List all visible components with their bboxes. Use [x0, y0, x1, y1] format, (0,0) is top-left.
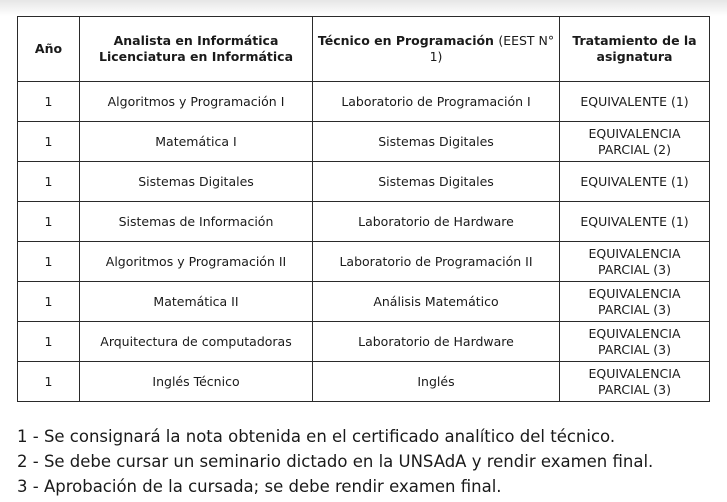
- cell-university-subject: Algoritmos y Programación I: [80, 82, 313, 122]
- cell-year: 1: [18, 162, 80, 202]
- table-row: [18, 162, 710, 202]
- cell-year: 1: [18, 202, 80, 242]
- cell-technical-subject: Laboratorio de Programación II: [313, 242, 560, 282]
- cell-treatment: [560, 82, 710, 122]
- table-body: [18, 82, 710, 402]
- treatment-line1: EQUIVALENCIA: [588, 325, 681, 341]
- cell-technical-subject: Laboratorio de Hardware: [313, 202, 560, 242]
- header-university-line2: Licenciatura en Informática: [98, 49, 294, 64]
- cell-university-subject: Sistemas Digitales: [80, 162, 313, 202]
- treatment-line2: PARCIAL (2): [598, 141, 671, 157]
- cell-treatment: [560, 122, 710, 162]
- treatment-line1: EQUIVALENTE (1): [580, 213, 689, 229]
- cell-year: 1: [18, 82, 80, 122]
- footnotes: [17, 424, 717, 499]
- cell-university-subject: Matemática I: [80, 122, 313, 162]
- treatment-line1: EQUIVALENCIA: [588, 245, 681, 261]
- footnote-2: 2 - Se debe cursar un seminario dictado en la UNSAdA y rendir examen final.: [17, 452, 654, 471]
- header-technical-school: (EEST N° 1): [429, 33, 555, 64]
- cell-treatment: [560, 162, 710, 202]
- top-shadow: [0, 0, 727, 16]
- cell-treatment: [560, 242, 710, 282]
- cell-year: 1: [18, 362, 80, 402]
- treatment-line1: EQUIVALENTE (1): [580, 93, 689, 109]
- table-row: [18, 202, 710, 242]
- cell-year: 1: [18, 242, 80, 282]
- equivalence-table: [17, 16, 710, 402]
- table-row: [18, 282, 710, 322]
- header-row: [18, 17, 710, 82]
- cell-technical-subject: Laboratorio de Hardware: [313, 322, 560, 362]
- header-university: [80, 17, 313, 82]
- cell-technical-subject: Sistemas Digitales: [313, 162, 560, 202]
- cell-university-subject: Sistemas de Información: [80, 202, 313, 242]
- cell-university-subject: Arquitectura de computadoras: [80, 322, 313, 362]
- header-treatment: [560, 17, 710, 82]
- header-treatment-line2: asignatura: [596, 49, 673, 64]
- header-technical: [313, 17, 560, 82]
- header-university-line1: Analista en Informática: [113, 33, 279, 48]
- cell-technical-subject: Inglés: [313, 362, 560, 402]
- cell-technical-subject: Laboratorio de Programación I: [313, 82, 560, 122]
- table-row: [18, 122, 710, 162]
- treatment-line1: EQUIVALENCIA: [588, 125, 681, 141]
- cell-technical-subject: Análisis Matemático: [313, 282, 560, 322]
- footnote-1: 1 - Se consignará la nota obtenida en el certificado analítico del técnico.: [17, 427, 616, 446]
- footnote-3: 3 - Aprobación de la cursada; se debe rendir examen final.: [17, 477, 502, 496]
- cell-year: 1: [18, 322, 80, 362]
- cell-year: 1: [18, 122, 80, 162]
- cell-university-subject: Inglés Técnico: [80, 362, 313, 402]
- header-technical-bold: Técnico en Programación: [317, 33, 494, 48]
- treatment-line1: EQUIVALENTE (1): [580, 173, 689, 189]
- table-row: [18, 322, 710, 362]
- table-row: [18, 82, 710, 122]
- table-row: [18, 242, 710, 282]
- cell-university-subject: Matemática II: [80, 282, 313, 322]
- header-year-label: Año: [34, 41, 63, 56]
- treatment-line2: PARCIAL (3): [598, 261, 671, 277]
- header-treatment-line1: Tratamiento de la: [572, 33, 697, 48]
- cell-treatment: [560, 282, 710, 322]
- treatment-line2: PARCIAL (3): [598, 301, 671, 317]
- cell-treatment: [560, 202, 710, 242]
- header-year: [18, 17, 80, 82]
- table-row: [18, 362, 710, 402]
- treatment-line1: EQUIVALENCIA: [588, 285, 681, 301]
- cell-technical-subject: Sistemas Digitales: [313, 122, 560, 162]
- treatment-line2: PARCIAL (3): [598, 341, 671, 357]
- cell-treatment: [560, 322, 710, 362]
- treatment-line1: EQUIVALENCIA: [588, 365, 681, 381]
- table-header: [18, 17, 710, 82]
- cell-treatment: [560, 362, 710, 402]
- cell-university-subject: Algoritmos y Programación II: [80, 242, 313, 282]
- treatment-line2: PARCIAL (3): [598, 381, 671, 397]
- cell-year: 1: [18, 282, 80, 322]
